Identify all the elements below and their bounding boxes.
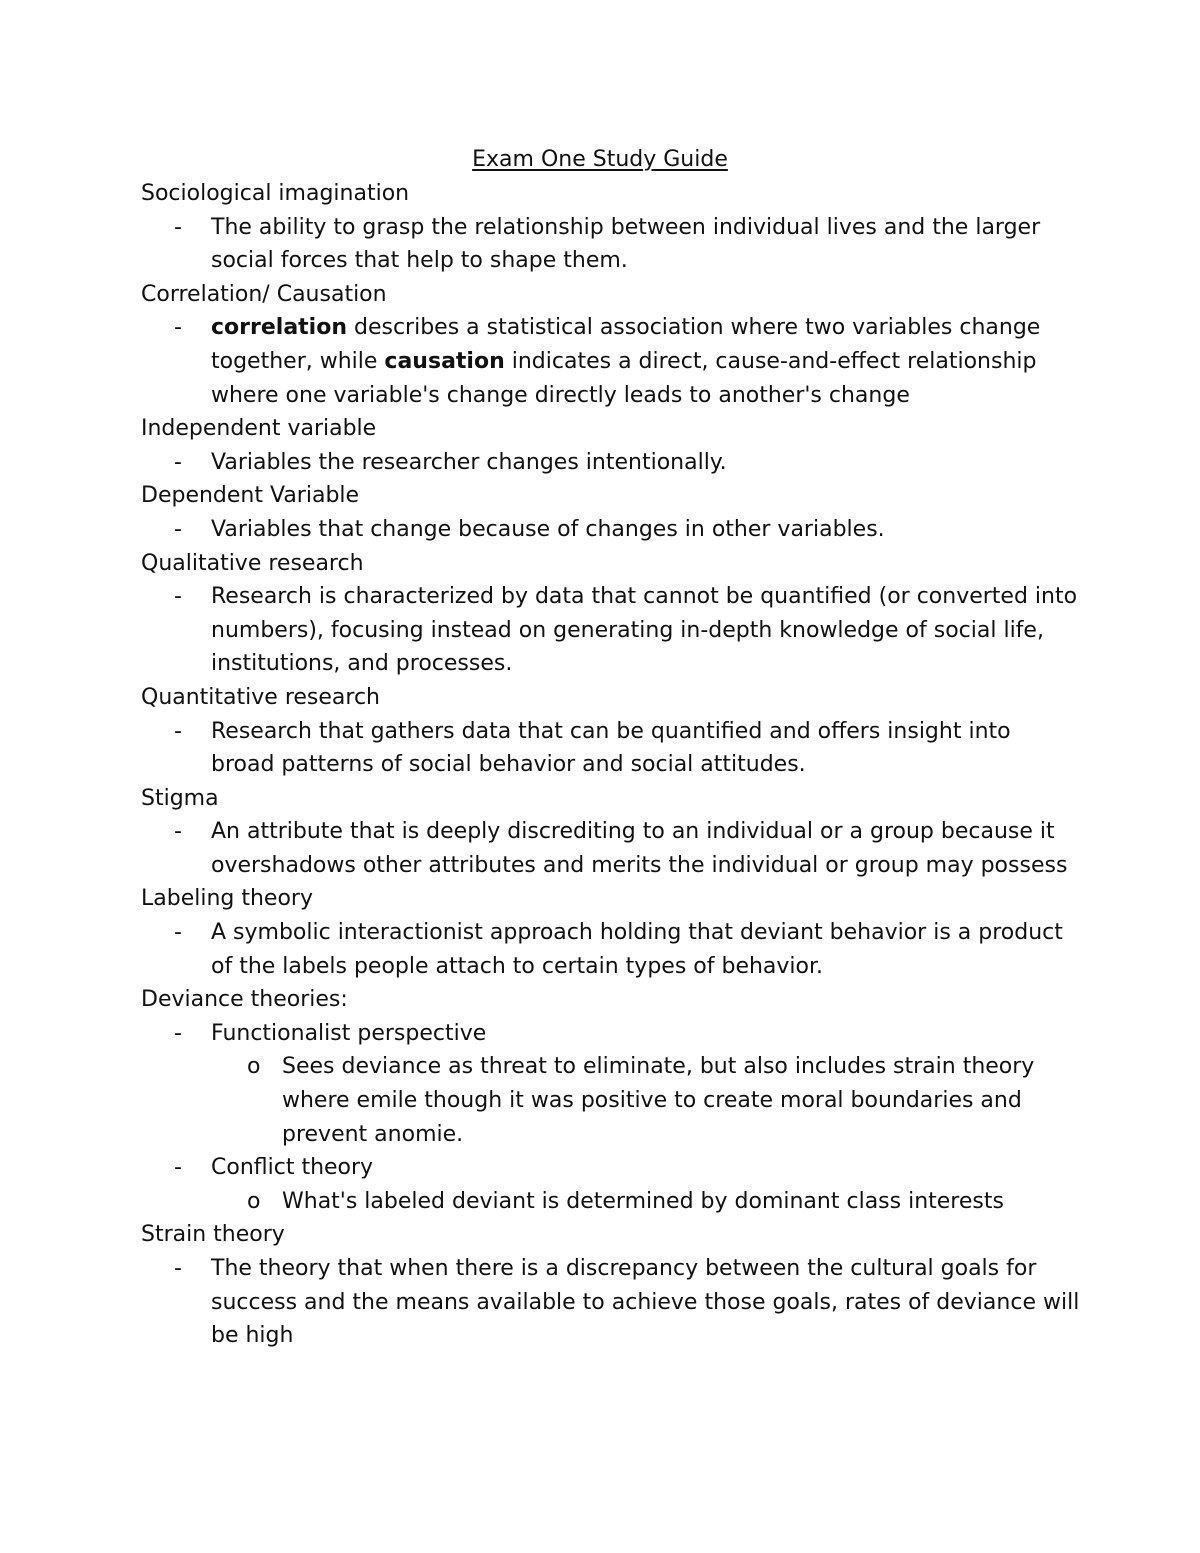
definition-text: An attribute that is deeply discrediting to an individual or a group because it overshadows other attributes and merits the individual or group may possess [211,819,1068,878]
dash-marker: - [174,1256,182,1281]
definition-quantitative-research [141,715,1081,782]
definition-sociological-imagination [141,211,1081,278]
term-sociological-imagination: Sociological imagination [141,181,410,206]
definition-correlation-causation [141,311,1081,412]
term-independent-variable: Independent variable [141,416,377,442]
definition-text: Research that gathers data that can be quantified and offers insight into broad patterns of social behavior and social attitudes. [211,718,1011,778]
definition-text: Research is characterized by data that cannot be quantified (or converted into numbers), focusing instead on generating in-depth knowledge of social life, institutions, and processes. [211,584,1078,677]
perspective-detail-text: What's labeled deviant is determined by dominant class interests [282,1188,1004,1214]
perspective-name: Functionalist perspective [211,1020,487,1046]
dash-marker: - [174,584,182,610]
definition-qualitative-research [141,580,1081,681]
dash-marker: - [174,516,182,542]
term-correlation-causation: Correlation/ Causation [141,281,387,307]
definition-text: The theory that when there is a discrepancy between the cultural goals for success and the means available to achieve those goals, rates of deviance will be high [211,1256,1080,1349]
dash-marker: - [174,1020,182,1046]
dash-marker: - [174,449,182,475]
term-qualitative-research: Qualitative research [141,550,364,576]
dash-marker: - [174,214,182,240]
bold-term-correlation: correlation [211,315,347,341]
perspective-functionalist [141,1017,1081,1051]
term-quantitative-research: Quantitative research [141,684,380,710]
definition-text: describes a statistical association where two variables change together, while [211,315,1041,374]
perspective-conflict-detail [141,1185,1081,1219]
perspective-functionalist-detail [141,1050,1081,1151]
study-guide-body [141,177,1081,1353]
definition-text: indicates a direct, cause-and-effect relationship where one variable's change directly leads to another's change [211,348,1037,408]
dash-marker: - [174,920,182,946]
term-dependent-variable: Dependent Variable [141,483,360,509]
definition-text: Variables the researcher changes intentionally. [211,449,727,475]
dash-marker: - [174,718,182,744]
perspective-conflict [141,1151,1081,1185]
dash-marker: - [174,819,182,845]
term-strain-theory: Strain theory [141,1222,285,1248]
perspective-detail-text: Sees deviance as threat to eliminate, but also includes strain theory where emile though it was positive to create moral boundaries and prevent anomie. [282,1054,1035,1147]
definition-text: A symbolic interactionist approach holding that deviant behavior is a product of the labels people attach to certain types of behavior. [211,920,1063,979]
definition-labeling-theory [141,916,1081,983]
perspective-name: Conflict theory [211,1155,374,1181]
term-labeling-theory: Labeling theory [141,886,313,912]
definition-independent-variable [141,446,1081,480]
definition-text: Variables that change because of changes in other variables. [211,516,885,542]
definition-strain-theory [141,1252,1081,1353]
sub-bullet-marker: o [247,1054,261,1080]
term-stigma: Stigma [141,785,219,811]
definition-text: The ability to grasp the relationship between individual lives and the larger social forces that help to shape them. [211,214,1041,274]
bold-term-causation: causation [384,348,505,374]
dash-marker: - [174,315,182,341]
definition-dependent-variable [141,513,1081,547]
document-title: Exam One Study Guide [472,147,728,172]
definition-stigma [141,815,1081,882]
sub-bullet-marker: o [247,1188,261,1214]
dash-marker: - [174,1155,182,1181]
term-deviance-theories: Deviance theories: [141,987,348,1013]
